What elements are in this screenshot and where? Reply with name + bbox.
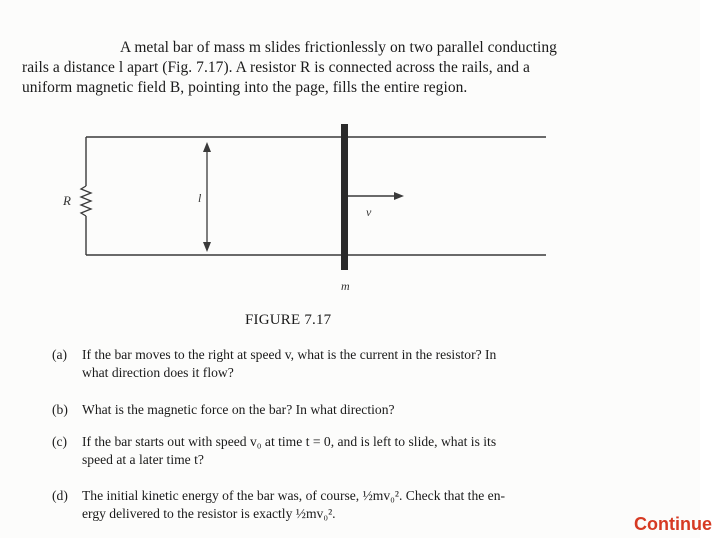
distance-arrowhead-up xyxy=(203,142,211,152)
label-mass: m xyxy=(341,279,350,293)
continue-button[interactable]: Continue xyxy=(634,514,712,534)
question-d-label: (d) xyxy=(52,488,68,503)
question-c-label: (c) xyxy=(52,434,68,449)
question-a-text-2: what direction does it flow? xyxy=(82,365,234,380)
question-b-label: (b) xyxy=(52,402,68,417)
question-d xyxy=(52,487,652,523)
resistor-symbol xyxy=(81,186,91,216)
label-distance: l xyxy=(198,191,202,205)
metal-bar xyxy=(341,124,348,270)
question-d-text-2: ergy delivered to the resistor is exactly ½mv₀². xyxy=(82,506,336,521)
question-b-text-1: What is the magnetic force on the bar? In what direction? xyxy=(82,402,395,417)
intro-line-2: rails a distance l apart (Fig. 7.17). A resistor R is connected across the rails, and a xyxy=(22,59,530,76)
velocity-arrowhead xyxy=(394,192,404,200)
intro-line-3: uniform magnetic field B, pointing into the page, fills the entire region. xyxy=(22,79,468,96)
question-a xyxy=(52,346,652,382)
label-velocity: v xyxy=(366,205,372,219)
figure-caption: FIGURE 7.17 xyxy=(245,312,332,328)
question-c-text-1: If the bar starts out with speed v₀ at time t = 0, and is left to slide, what is its xyxy=(82,434,497,449)
distance-arrowhead-down xyxy=(203,242,211,252)
label-resistor: R xyxy=(63,193,71,208)
question-c xyxy=(52,433,652,469)
question-a-label: (a) xyxy=(52,347,68,362)
question-a-text-1: If the bar moves to the right at speed v, what is the current in the resistor? In xyxy=(82,347,497,362)
intro-line-1: A metal bar of mass m slides frictionlessly on two parallel conducting xyxy=(120,39,557,56)
question-d-text-1: The initial kinetic energy of the bar was, of course, ½mv₀². Check that the en- xyxy=(82,488,506,503)
question-b xyxy=(52,401,652,419)
question-c-text-2: speed at a later time t? xyxy=(82,452,204,467)
